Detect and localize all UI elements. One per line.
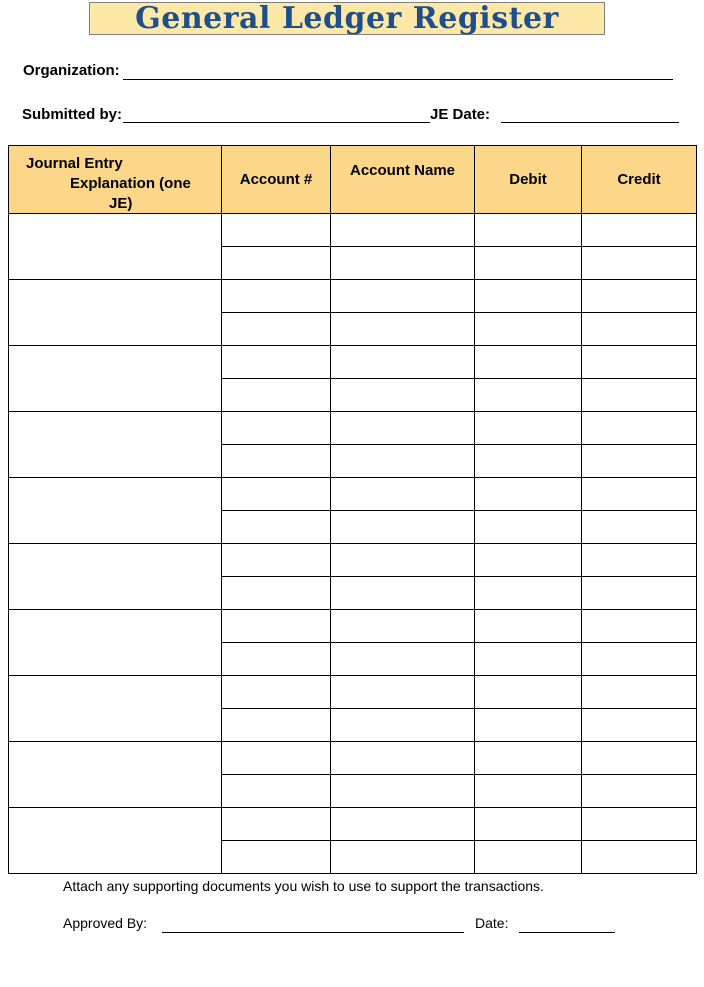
je-date-field-line[interactable] — [501, 122, 679, 123]
table-row — [9, 544, 697, 577]
debit-cell[interactable] — [475, 445, 582, 478]
account-number-cell[interactable] — [222, 643, 331, 676]
debit-cell[interactable] — [475, 577, 582, 610]
explanation-cell[interactable] — [9, 808, 222, 874]
explanation-cell[interactable] — [9, 478, 222, 544]
debit-cell[interactable] — [475, 841, 582, 874]
account-name-cell[interactable] — [331, 214, 475, 247]
debit-cell[interactable] — [475, 511, 582, 544]
explanation-cell[interactable] — [9, 610, 222, 676]
credit-cell[interactable] — [582, 247, 697, 280]
submitted-by-label: Submitted by: — [22, 106, 122, 123]
debit-cell[interactable] — [475, 808, 582, 841]
approval-date-label: Date: — [475, 915, 509, 931]
debit-cell[interactable] — [475, 676, 582, 709]
credit-cell[interactable] — [582, 709, 697, 742]
attachment-note: Attach any supporting documents you wish to use to support the transactions. — [63, 878, 544, 894]
credit-cell[interactable] — [582, 313, 697, 346]
account-name-cell[interactable] — [331, 478, 475, 511]
account-number-cell[interactable] — [222, 841, 331, 874]
table-row — [9, 676, 697, 709]
credit-cell[interactable] — [582, 379, 697, 412]
table-row — [9, 214, 697, 247]
account-name-cell[interactable] — [331, 280, 475, 313]
credit-cell[interactable] — [582, 643, 697, 676]
organization-label: Organization: — [23, 62, 120, 79]
credit-cell[interactable] — [582, 808, 697, 841]
account-number-cell[interactable] — [222, 511, 331, 544]
account-number-cell[interactable] — [222, 478, 331, 511]
account-name-cell[interactable] — [331, 841, 475, 874]
debit-cell[interactable] — [475, 643, 582, 676]
document-title: General Ledger Register — [135, 1, 559, 36]
organization-field-line[interactable] — [123, 79, 673, 80]
explanation-header-line-2: Explanation (one — [70, 175, 191, 192]
account-number-cell[interactable] — [222, 544, 331, 577]
credit-cell[interactable] — [582, 412, 697, 445]
table-row — [9, 808, 697, 841]
debit-cell[interactable] — [475, 610, 582, 643]
account-name-cell[interactable] — [331, 775, 475, 808]
account-number-cell[interactable] — [222, 742, 331, 775]
submitted-by-field-line[interactable] — [123, 122, 430, 123]
account-name-cell[interactable] — [331, 346, 475, 379]
credit-cell[interactable] — [582, 511, 697, 544]
table-row — [9, 412, 697, 445]
account-name-cell[interactable] — [331, 412, 475, 445]
account-name-cell[interactable] — [331, 610, 475, 643]
account-name-cell[interactable] — [331, 577, 475, 610]
account-number-cell[interactable] — [222, 709, 331, 742]
account-name-cell[interactable] — [331, 511, 475, 544]
approved-by-field-line[interactable] — [162, 932, 464, 933]
explanation-cell[interactable] — [9, 544, 222, 610]
account-number-cell[interactable] — [222, 280, 331, 313]
credit-cell[interactable] — [582, 478, 697, 511]
account-name-cell[interactable] — [331, 379, 475, 412]
account-number-cell[interactable] — [222, 808, 331, 841]
account-number-cell[interactable] — [222, 412, 331, 445]
credit-cell[interactable] — [582, 544, 697, 577]
debit-cell[interactable] — [475, 412, 582, 445]
debit-cell[interactable] — [475, 346, 582, 379]
credit-cell[interactable] — [582, 214, 697, 247]
ledger-body — [9, 214, 697, 874]
account-number-cell[interactable] — [222, 676, 331, 709]
explanation-cell[interactable] — [9, 742, 222, 808]
credit-cell[interactable] — [582, 577, 697, 610]
debit-cell[interactable] — [475, 214, 582, 247]
explanation-cell[interactable] — [9, 676, 222, 742]
table-row — [9, 742, 697, 775]
account-number-cell[interactable] — [222, 313, 331, 346]
explanation-cell[interactable] — [9, 346, 222, 412]
table-row — [9, 346, 697, 379]
explanation-cell[interactable] — [9, 214, 222, 280]
account-name-cell[interactable] — [331, 247, 475, 280]
credit-cell[interactable] — [582, 610, 697, 643]
credit-cell[interactable] — [582, 676, 697, 709]
column-header-account-name: Account Name — [331, 146, 475, 214]
account-number-cell[interactable] — [222, 214, 331, 247]
debit-cell[interactable] — [475, 379, 582, 412]
explanation-header-line-1: Journal Entry — [26, 155, 123, 172]
account-number-cell[interactable] — [222, 577, 331, 610]
table-row — [9, 280, 697, 313]
account-name-cell[interactable] — [331, 643, 475, 676]
ledger-table — [8, 145, 697, 874]
column-header-debit: Debit — [475, 146, 582, 214]
debit-cell[interactable] — [475, 709, 582, 742]
account-number-cell[interactable] — [222, 346, 331, 379]
account-number-cell[interactable] — [222, 775, 331, 808]
account-name-cell[interactable] — [331, 742, 475, 775]
debit-cell[interactable] — [475, 313, 582, 346]
ledger-header-row — [9, 146, 697, 214]
explanation-cell[interactable] — [9, 412, 222, 478]
account-number-cell[interactable] — [222, 379, 331, 412]
document-title-banner — [89, 2, 605, 35]
column-header-account-number: Account # — [222, 146, 331, 214]
debit-cell[interactable] — [475, 478, 582, 511]
account-number-cell[interactable] — [222, 610, 331, 643]
explanation-header-line-3: JE) — [109, 195, 133, 212]
je-date-label: JE Date: — [430, 106, 491, 123]
account-name-cell[interactable] — [331, 544, 475, 577]
debit-cell[interactable] — [475, 775, 582, 808]
account-number-cell[interactable] — [222, 445, 331, 478]
account-name-cell[interactable] — [331, 709, 475, 742]
credit-cell[interactable] — [582, 346, 697, 379]
account-name-cell[interactable] — [331, 313, 475, 346]
account-name-cell[interactable] — [331, 808, 475, 841]
credit-cell[interactable] — [582, 742, 697, 775]
account-name-cell[interactable] — [331, 676, 475, 709]
credit-cell[interactable] — [582, 445, 697, 478]
credit-cell[interactable] — [582, 775, 697, 808]
debit-cell[interactable] — [475, 544, 582, 577]
table-row — [9, 610, 697, 643]
table-row — [9, 478, 697, 511]
credit-cell[interactable] — [582, 280, 697, 313]
credit-cell[interactable] — [582, 841, 697, 874]
approval-date-field-line[interactable] — [519, 932, 615, 933]
account-number-cell[interactable] — [222, 247, 331, 280]
debit-cell[interactable] — [475, 280, 582, 313]
column-header-explanation — [9, 146, 222, 214]
account-name-cell[interactable] — [331, 445, 475, 478]
debit-cell[interactable] — [475, 742, 582, 775]
explanation-cell[interactable] — [9, 280, 222, 346]
debit-cell[interactable] — [475, 247, 582, 280]
approved-by-label: Approved By: — [63, 915, 148, 931]
column-header-credit: Credit — [582, 146, 697, 214]
